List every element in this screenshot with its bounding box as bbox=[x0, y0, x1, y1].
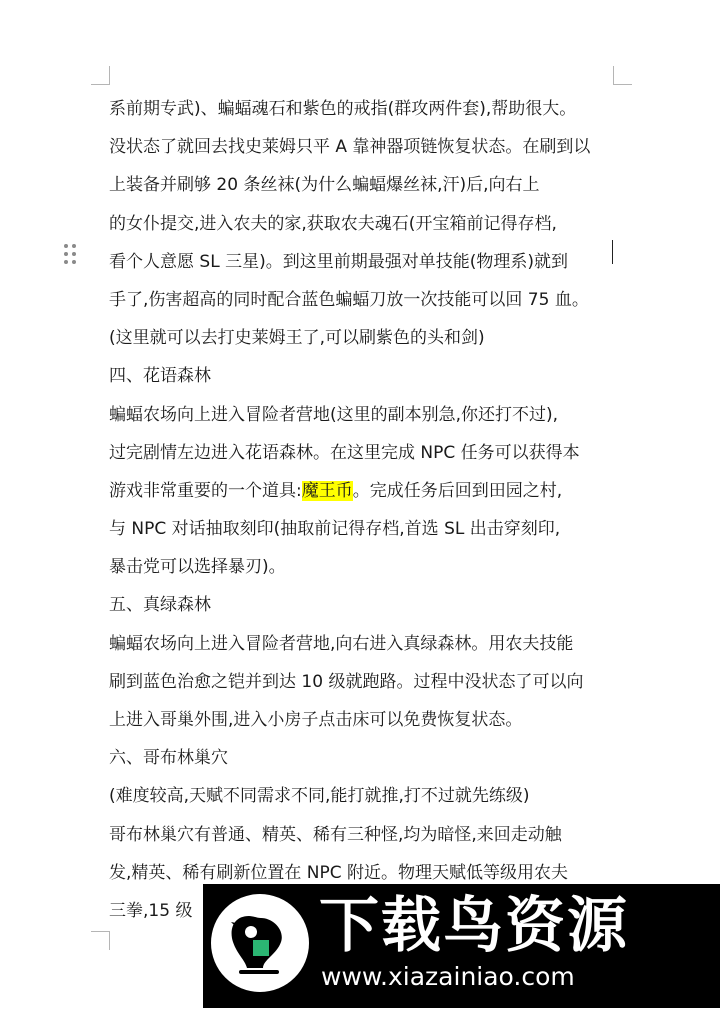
drag-handle-icon[interactable] bbox=[64, 244, 78, 266]
text-line: (难度较高,天赋不同需求不同,能打就推,打不过就先练级) bbox=[109, 786, 530, 807]
text-line bbox=[109, 472, 629, 510]
crop-mark-top-left bbox=[91, 66, 110, 85]
highlighted-text: 魔王币 bbox=[301, 480, 353, 501]
text-line: 三拳,15 级 bbox=[109, 900, 193, 921]
watermark-url: www.xiazainiao.com bbox=[321, 962, 575, 991]
document-body[interactable] bbox=[109, 90, 629, 930]
watermark-title: 下载鸟资源 bbox=[319, 891, 629, 961]
text-line: 上进入哥巢外围,进入小房子点击床可以免费恢复状态。 bbox=[109, 710, 523, 730]
text-line: 过完剧情左边进入花语森林。在这里完成 NPC 任务可以获得本 bbox=[109, 442, 580, 463]
crop-mark-bottom-left bbox=[91, 931, 110, 950]
text-line: 六、哥布林巢穴 bbox=[109, 748, 228, 769]
text-line: 哥布林巢穴有普通、精英、稀有三种怪,均为暗怪,来回走动触 bbox=[109, 824, 562, 845]
text-line: 没状态了就回去找史莱姆只平 A 靠神器项链恢复状态。在刷到以 bbox=[109, 137, 591, 158]
text-line: 上装备并刷够 20 条丝袜(为什么蝙蝠爆丝袜,汗)后,向右上 bbox=[109, 175, 540, 196]
text-line: 的女仆提交,进入农夫的家,获取农夫魂石(开宝箱前记得存档, bbox=[109, 213, 557, 234]
text-line: 与 NPC 对话抽取刻印(抽取前记得存档,首选 SL 出击穿刻印, bbox=[109, 519, 561, 540]
text-line: 刷到蓝色治愈之铠并到达 10 级就跑路。过程中没状态了可以向 bbox=[109, 671, 584, 692]
text-segment: 游戏非常重要的一个道具: bbox=[109, 480, 302, 501]
text-line: 看个人意愿 SL 三星)。到这里前期最强对单技能(物理系)就到 bbox=[109, 251, 568, 272]
text-line: 系前期专武)、蝙蝠魂石和紫色的戒指(群攻两件套),帮助很大。 bbox=[109, 99, 577, 119]
text-line: 四、花语森林 bbox=[109, 366, 211, 387]
text-line: 蝙蝠农场向上进入冒险者营地(这里的副本别急,你还打不过), bbox=[109, 404, 559, 425]
text-line: 蝙蝠农场向上进入冒险者营地,向右进入真绿森林。用农夫技能 bbox=[109, 633, 574, 654]
crop-mark-top-right bbox=[613, 66, 632, 85]
text-line: 手了,伤害超高的同时配合蓝色蝙蝠刀放一次技能可以回 75 血。 bbox=[109, 289, 589, 310]
text-line: 暴击党可以选择暴刃)。 bbox=[109, 557, 286, 578]
text-line: 发,精英、稀有刷新位置在 NPC 附近。物理天赋低等级用农夫 bbox=[109, 862, 569, 883]
text-cursor bbox=[612, 240, 613, 264]
text-line: (这里就可以去打史莱姆王了,可以刷紫色的头和剑) bbox=[109, 328, 485, 349]
text-segment: 。完成任务后回到田园之村, bbox=[352, 480, 563, 501]
bird-logo-icon bbox=[211, 894, 309, 992]
watermark-banner bbox=[203, 884, 720, 1008]
text-line: 五、真绿森林 bbox=[109, 595, 211, 616]
